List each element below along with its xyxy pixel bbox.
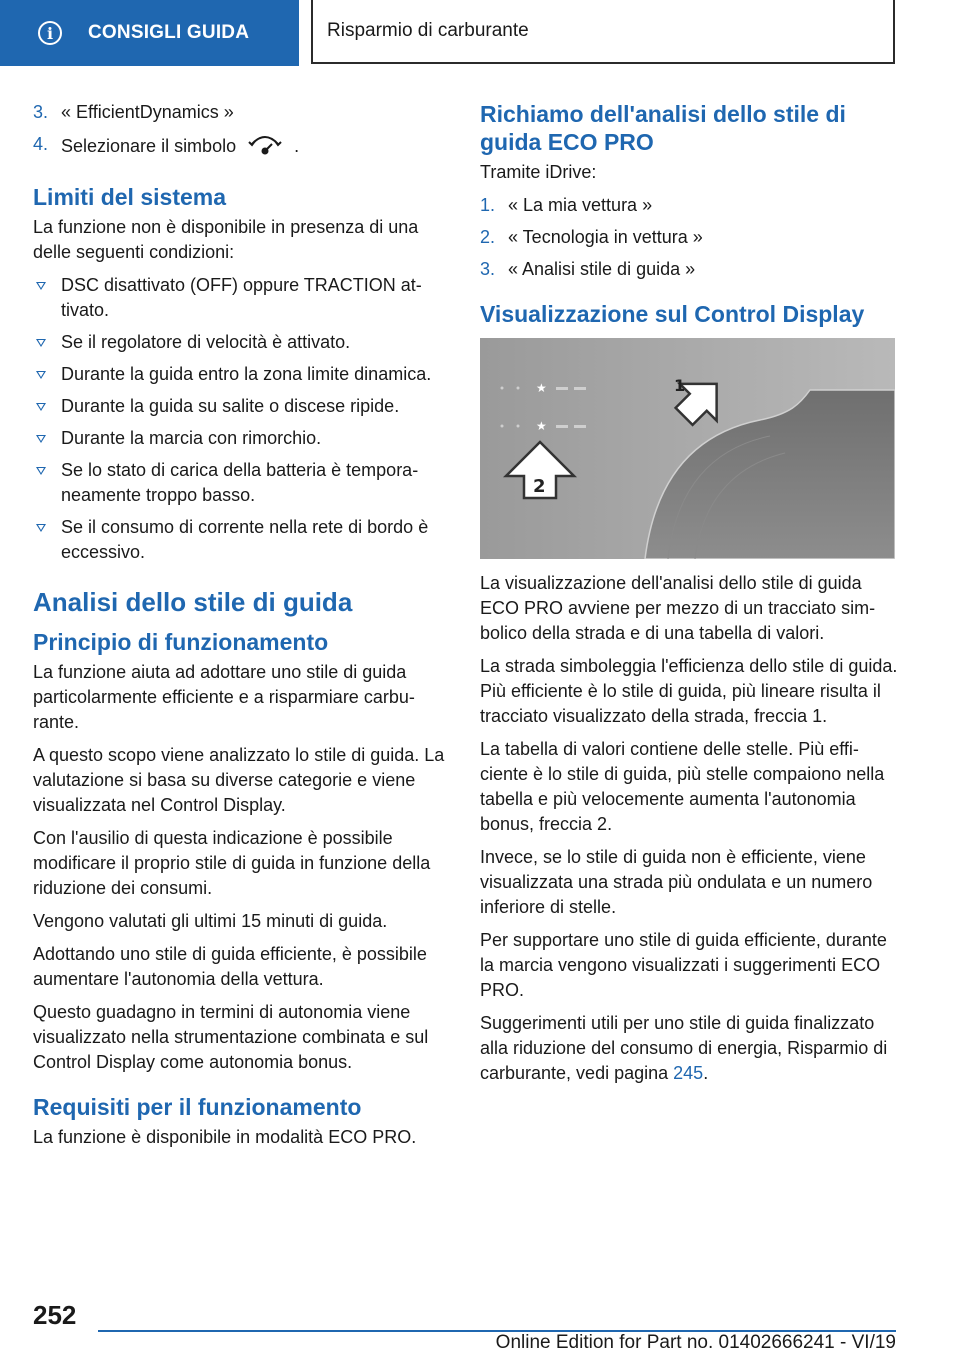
bullet-triangle-icon [36,371,46,379]
step-text: Selezionare il simbolo [61,136,237,156]
paragraph: Questo guadagno in termini di autonomia viene visualizzato nella strumentazione combinata e sul Control Display come autonomia bonus. [33,1002,429,1072]
list-item [33,394,451,419]
paragraph: Invece, se lo stile di guida non è efficiente, viene visualizzata una strada più ondulata e un numero inferiore di stelle. [480,847,873,917]
list-item [480,225,898,250]
paragraph-text: Suggerimenti utili per uno stile di guida finalizzato alla riduzione del consumo di energia, Risparmio di carburante, vedi pagina [480,1013,888,1083]
step-text: « EfficientDynamics » [61,102,234,122]
edition-footer: Online Edition for Part no. 01402666241 - VI/19 [495,1332,896,1353]
paragraph: Per supportare uno stile di guida efficiente, durante la marcia vengono visualizzati i suggerimenti ECO PRO. [480,930,887,1000]
list-item [480,257,898,282]
list-item [33,100,451,125]
step-number: 1. [480,195,496,215]
display-heading: Visualizzazione sul Control Display [480,301,865,327]
paragraph: La strada simboleggia l'efficienza dello stile di guida. Più efficiente è lo stile di guida, più lineare risulta il tracciato visualizzato della strada, freccia 1. [480,656,898,726]
section-tab[interactable] [0,0,299,66]
recall-heading: Richiamo dell'analisi dello stile di guida ECO PRO [480,101,846,155]
recall-intro: Tramite iDrive: [480,162,597,182]
paragraph: Con l'ausilio di questa indicazione è possibile modificare il proprio stile di guida in funzione della riduzione dei consumi. [33,828,431,898]
eco-pro-symbol-icon [246,132,284,165]
requirements-text: La funzione è disponibile in modalità ECO PRO. [33,1127,417,1147]
paragraph: La funzione aiuta ad adottare uno stile di guida particolarmente efficiente e a risparmiare carburante. [33,662,415,732]
list-item [33,330,451,355]
page-reference-link[interactable]: 245 [673,1063,704,1083]
page-number: 252 [33,1300,77,1330]
paragraph: Vengono valutati gli ultimi 15 minuti di guida. [33,911,388,931]
list-item-text: Durante la guida entro la zona limite dinamica. [61,364,432,384]
paragraph: Adottando uno stile di guida efficiente, è possibile aumentare l'autonomia della vettura. [33,944,427,989]
list-item [33,458,451,508]
paragraph: La tabella di valori contiene delle stelle. Più efficiente è lo stile di guida, più stelle compaiono nella tabella e più velocemente aumenta l'autonomia bonus, freccia 2. [480,739,885,834]
requirements-heading: Requisiti per il funzionamento [33,1094,362,1120]
list-item-text: Durante la guida su salite o discese ripide. [61,396,400,416]
limits-intro: La funzione non è disponibile in presenza di una delle seguenti condizioni: [33,217,419,262]
paragraph: A questo scopo viene analizzato lo stile di guida. La valutazione si basa su diverse categorie e viene visualizzata nel Control Display. [33,745,445,815]
paragraph-suffix: . [703,1063,709,1083]
list-item-text: Se lo stato di carica della batteria è temporaneamente troppo basso. [61,460,419,505]
step-text-suffix: . [294,136,300,156]
step-text: « Tecnologia in vettura » [508,227,703,247]
recall-steps-list [480,193,898,282]
steps-list [33,100,451,165]
paragraph [480,1011,898,1086]
step-number: 3. [480,259,496,279]
arrow-1-label: 1 [674,376,686,395]
step-text: « Analisi stile di guida » [508,259,696,279]
list-item [33,273,451,323]
limits-heading: Limiti del sistema [33,184,227,210]
bullet-triangle-icon [36,282,46,290]
step-number: 2. [480,227,496,247]
list-item [33,362,451,387]
list-item-text: DSC disattivato (OFF) oppure TRACTION attivato. [61,275,422,320]
bullet-triangle-icon [36,339,46,347]
bullet-triangle-icon [36,467,46,475]
list-item-text: Durante la marcia con rimorchio. [61,428,322,448]
step-number: 3. [33,102,49,122]
list-item [33,426,451,451]
star-icon: ★ [536,419,547,433]
limits-list [33,273,451,565]
list-item [480,193,898,218]
list-item-text: Se il regolatore di velocità è attivato. [61,332,351,352]
list-item [33,132,451,165]
step-text: « La mia vettura » [508,195,653,215]
bullet-triangle-icon [36,524,46,532]
control-display-figure [480,338,895,559]
star-icon: ★ [536,381,547,395]
info-icon: i [38,21,62,45]
analysis-heading: Analisi dello stile di guida [33,587,353,617]
paragraph: La visualizzazione dell'analisi dello stile di guida ECO PRO avviene per mezzo di un tracciato simbolico della strada e di una tabella di valori. [480,573,876,643]
list-item-text: Se il consumo di corrente nella rete di bordo è eccessivo. [61,517,429,562]
right-column [480,100,898,1094]
arrow-2-label: 2 [533,476,546,497]
principle-heading: Principio di funzionamento [33,629,329,655]
step-number: 4. [33,134,49,154]
bullet-triangle-icon [36,403,46,411]
bullet-triangle-icon [36,435,46,443]
chapter-title [311,0,895,64]
section-tab-label: CONSIGLI GUIDA [88,22,250,43]
left-column [33,100,451,1158]
list-item [33,515,451,565]
chapter-title-text: Risparmio di carburante [327,20,529,41]
